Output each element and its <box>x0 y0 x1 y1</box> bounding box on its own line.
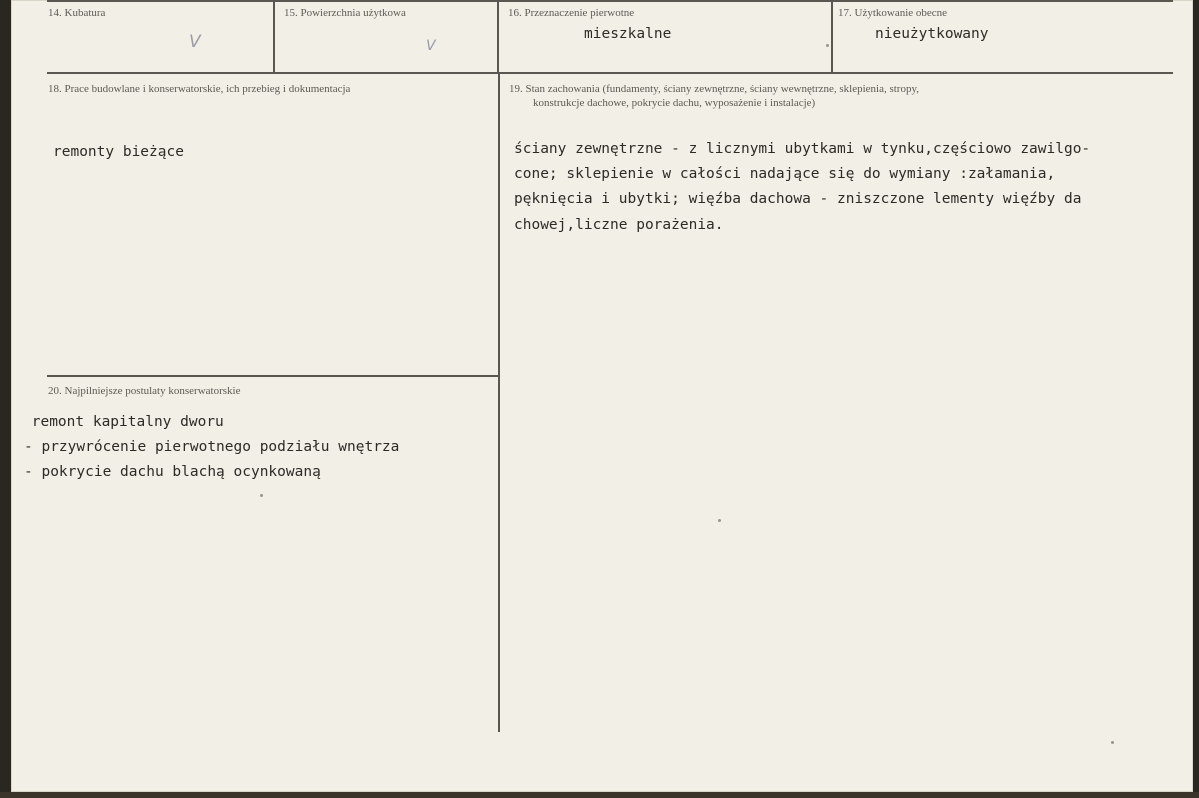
top-border <box>47 0 1173 2</box>
field-16-value: mieszkalne <box>584 26 672 42</box>
registry-card <box>11 0 1193 792</box>
field-15-label: 15. Powierzchnia użytkowa <box>284 7 406 19</box>
field-20-line: remont kapitalny dworu <box>23 414 224 430</box>
field-19-label-line-1: 19. Stan zachowania (fundamenty, ściany zewnętrzne, ściany wewnętrzne, sklepienia, stropy, <box>509 83 920 95</box>
paper-speck <box>1111 741 1114 744</box>
field-20-line: - pokrycie dachu blachą ocynkowaną <box>24 464 321 480</box>
divider-main <box>498 74 500 732</box>
paper-speck <box>826 44 829 47</box>
field-20-line: - przywrócenie pierwotnego podziału wnętrza <box>24 439 400 455</box>
paper-speck <box>260 494 263 497</box>
field-18-value: remonty bieżące <box>53 144 184 160</box>
paper-speck <box>718 519 721 522</box>
divider-14-15 <box>273 0 275 72</box>
card-bottom-edge <box>0 792 1199 798</box>
row-divider-2 <box>47 375 498 377</box>
field-20-label: 20. Najpilniejsze postulaty konserwatorskie <box>48 385 241 397</box>
field-17-value: nieużytkowany <box>875 26 989 42</box>
field-17-label: 17. Użytkowanie obecne <box>838 7 948 19</box>
field-15-checkmark: V <box>426 38 436 54</box>
field-16-label: 16. Przeznaczenie pierwotne <box>508 7 635 19</box>
row-divider-1 <box>47 72 1173 74</box>
field-19-line: cone; sklepienie w całości nadające się do wymiany :załamania, <box>514 166 1056 182</box>
field-19-label-line-2: konstrukcje dachowe, pokrycie dachu, wyposażenie i instalacje) <box>533 97 816 109</box>
field-19-line: pęknięcia i ubytki; więźba dachowa - zniszczone lementy więźby da <box>514 191 1082 207</box>
field-19-line: ściany zewnętrzne - z licznymi ubytkami w tynku,częściowo zawilgo- <box>514 141 1091 157</box>
field-14-label: 14. Kubatura <box>48 7 106 19</box>
divider-16-17 <box>831 0 833 72</box>
field-14-checkmark: V <box>189 32 201 52</box>
field-19-line: chowej,liczne porażenia. <box>514 217 724 233</box>
field-18-label: 18. Prace budowlane i konserwatorskie, ich przebieg i dokumentacja <box>48 83 351 95</box>
divider-15-16 <box>497 0 499 72</box>
